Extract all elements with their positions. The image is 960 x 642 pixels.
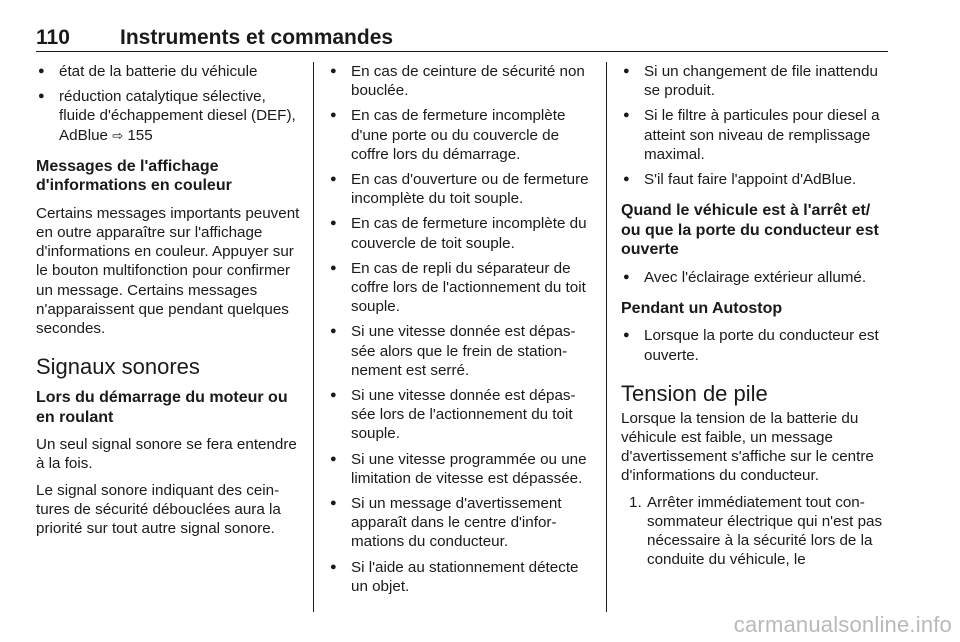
paragraph: Un seul signal sonore se fera entendre à la fois. xyxy=(36,436,297,473)
list-item: ● Si une vitesse programmée ou une limitation de vitesse est dépassée. xyxy=(328,450,592,488)
section-heading: Quand le véhicule est à l'arrêt et/ ou que la porte du conducteur est ouverte xyxy=(621,202,879,259)
bullet-list xyxy=(36,62,300,145)
column-3 xyxy=(621,62,887,569)
list-item: ● état de la batterie du véhicule xyxy=(36,62,300,81)
list-item-text: réduction catalytique sélective, fluide d'échappement diesel (DEF), AdBlue xyxy=(59,88,296,144)
paragraph: Le signal sonore indiquant des ceintures de sécurité débouclées aura la priorité sur tout autre signal sonore. xyxy=(36,481,281,538)
paragraph: Certains messages importants peuvent en outre apparaître sur l'affichage d'informations en couleur. Appuyer sur le bouton multifonction pour confirmer un message. Certains messages n'apparaissent que pendant quelques secondes. xyxy=(36,204,300,338)
bullet-list xyxy=(621,62,887,189)
bullet-list xyxy=(621,268,887,287)
site-watermark: carmanualsonline.info xyxy=(733,612,952,637)
list-item: ● Si le filtre à particules pour diesel a atteint son niveau de remplissage maximal. xyxy=(621,106,887,164)
list-item: ● En cas de fermeture incomplète du couvercle de toit souple. xyxy=(328,214,592,252)
list-item: ● En cas d'ouverture ou de fermeture incomplète du toit souple. xyxy=(328,170,592,208)
list-item: ● Si une vitesse donnée est dépassée lors de l'actionnement du toit souple. xyxy=(328,386,592,444)
list-item xyxy=(36,87,300,145)
list-item: ● Si un changement de file inattendu se produit. xyxy=(621,62,887,100)
step-text: Arrêter immédiatement tout consommateur électrique qui n'est pas nécessaire à la sécurité lors de la conduite du véhicule, le xyxy=(647,493,883,569)
column-1 xyxy=(36,62,300,545)
list-item: ● Avec l'éclairage extérieur allumé. xyxy=(621,268,887,287)
page-header xyxy=(36,26,888,52)
step-list xyxy=(621,493,887,570)
bullet-list xyxy=(328,62,592,596)
paragraph: Lorsque la tension de la batterie du véhicule est faible, un message d'avertissement s'affiche sur le centre d'informations du conducteur. xyxy=(621,409,874,485)
list-item: ● Si un message d'avertissement apparaît dans le centre d'informations du conducteur. xyxy=(328,494,592,552)
section-heading: Lors du démarrage du moteur ou en roulant xyxy=(36,389,288,426)
page-ref-link[interactable]: 155 xyxy=(127,126,153,144)
list-item: ● Si l'aide au stationnement détecte un objet. xyxy=(328,558,592,596)
column-2 xyxy=(328,62,592,602)
column-divider xyxy=(313,62,314,612)
chapter-heading: Tension de pile xyxy=(621,380,768,406)
list-item: ● Lorsque la porte du conducteur est ouverte. xyxy=(621,326,887,364)
list-item: ● Si une vitesse donnée est dépassée alors que le frein de stationnement est serré. xyxy=(328,322,592,380)
step-number: 1. xyxy=(629,493,642,511)
list-item: ● S'il faut faire l'appoint d'AdBlue. xyxy=(621,170,887,189)
chapter-heading: Signaux sonores xyxy=(36,354,200,380)
bullet-list xyxy=(621,326,887,364)
list-item: ● En cas de repli du séparateur de coffre lors de l'actionnement du toit souple. xyxy=(328,259,592,317)
page-ref-arrow-icon: ⇨ xyxy=(112,127,124,143)
list-item: ● En cas de ceinture de sécurité non bouclée. xyxy=(328,62,592,100)
header-rule xyxy=(36,51,888,52)
list-item: ● En cas de fermeture incomplète d'une porte ou du couvercle de coffre lors du démarrage. xyxy=(328,106,592,164)
section-heading: Pendant un Autostop xyxy=(621,299,783,317)
step-item xyxy=(621,493,887,570)
column-divider xyxy=(606,62,607,612)
page-title: Instruments et commandes xyxy=(120,26,394,49)
page-number: 110 xyxy=(36,26,70,49)
section-heading: Messages de l'affichage d'informations en couleur xyxy=(36,157,232,195)
